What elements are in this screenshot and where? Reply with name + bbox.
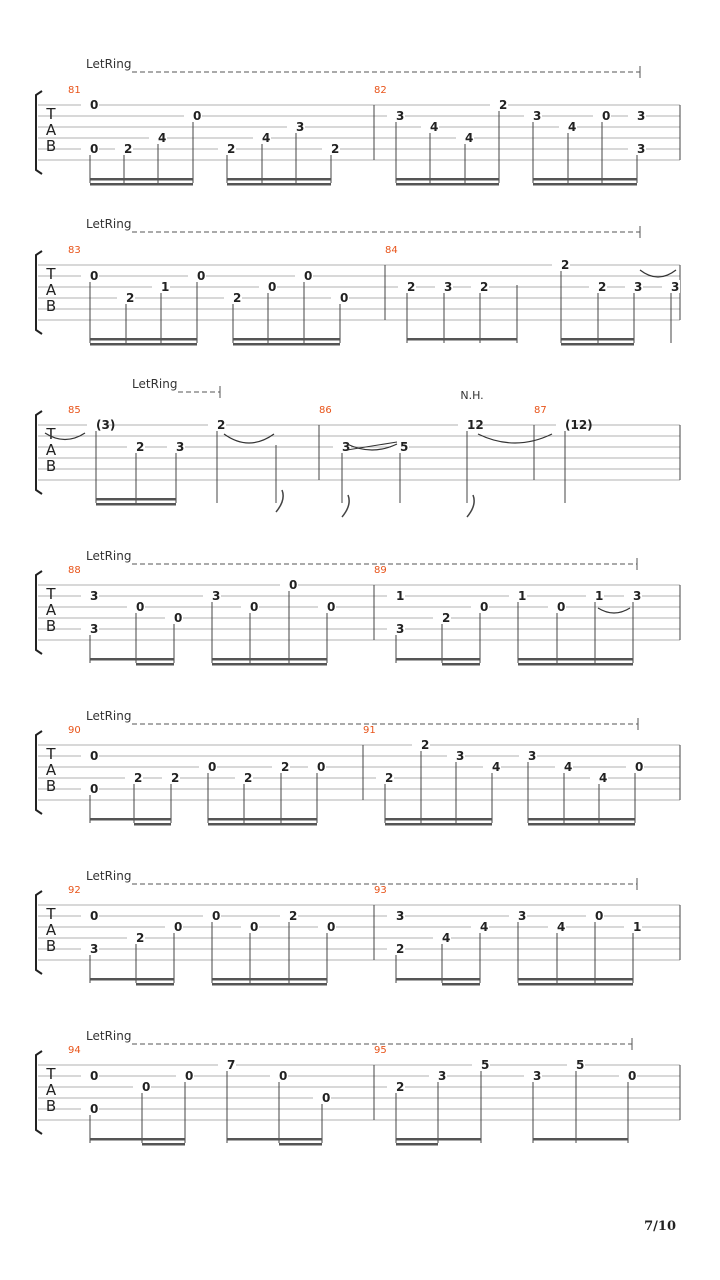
let-ring-label: LetRing (86, 549, 132, 563)
fret-number: 1 (396, 589, 405, 603)
beam (208, 823, 317, 826)
fret-number: 0 (90, 909, 99, 923)
tie-arc (224, 434, 274, 443)
system-bracket (36, 411, 42, 494)
fret-number: 0 (90, 749, 99, 763)
fret-number: 3 (438, 1069, 447, 1083)
tab-letter: B (45, 137, 57, 155)
fret-number: 0 (304, 269, 313, 283)
fret-number: 3 (296, 120, 305, 134)
beam (533, 183, 637, 186)
beam (442, 663, 480, 666)
tab-letter: B (45, 1097, 57, 1115)
fret-number: 2 (421, 738, 430, 752)
fret-number: 3 (90, 942, 99, 956)
tab-system (36, 549, 680, 666)
tab-letter: T (46, 105, 56, 123)
beam (212, 978, 327, 981)
tab-letter: A (45, 121, 57, 139)
beam (442, 983, 480, 986)
fret-number: 0 (174, 920, 183, 934)
beam (90, 183, 193, 186)
fret-number: 0 (595, 909, 604, 923)
tab-letter: A (45, 601, 57, 619)
fret-number: 3 (396, 909, 405, 923)
note-flag (342, 495, 349, 517)
fret-number: 0 (268, 280, 277, 294)
fret-number: 0 (142, 1080, 151, 1094)
let-ring-label: LetRing (86, 57, 132, 71)
fret-number: 2 (407, 280, 416, 294)
fret-number: 4 (599, 771, 608, 785)
beam (533, 1138, 628, 1141)
measure-number: 94 (68, 1045, 81, 1056)
tab-system (36, 1029, 680, 1146)
beam (396, 183, 499, 186)
note-flag (467, 495, 474, 517)
beam (396, 1143, 438, 1146)
measure-number: 82 (374, 85, 387, 96)
beam (518, 978, 633, 981)
fret-number: 0 (250, 600, 259, 614)
fret-number: 2 (331, 142, 340, 156)
fret-number: 0 (90, 269, 99, 283)
fret-number: 0 (193, 109, 202, 123)
fret-number: 3 (533, 109, 542, 123)
fret-number: 0 (480, 600, 489, 614)
fret-number: 3 (528, 749, 537, 763)
system-bracket (36, 91, 42, 174)
fret-number: 0 (557, 600, 566, 614)
beam (134, 818, 171, 821)
fret-number: 4 (492, 760, 501, 774)
fret-number: 0 (289, 578, 298, 592)
fret-number: 0 (635, 760, 644, 774)
measure-number: 83 (68, 245, 81, 256)
fret-number: 0 (90, 142, 99, 156)
beam (96, 503, 176, 506)
fret-number: 2 (598, 280, 607, 294)
beam (442, 978, 480, 981)
measure-number: 86 (319, 405, 332, 416)
tab-letter: T (46, 905, 56, 923)
fret-number: 0 (185, 1069, 194, 1083)
fret-number: 2 (396, 942, 405, 956)
beam (136, 663, 174, 666)
measure-number: 89 (374, 565, 387, 576)
fret-number: 2 (217, 418, 226, 432)
fret-number: 2 (289, 909, 298, 923)
beam (396, 178, 499, 181)
system-bracket (36, 891, 42, 974)
beam (561, 338, 634, 341)
fret-number: 2 (281, 760, 290, 774)
beam (227, 183, 331, 186)
tab-system (36, 709, 680, 826)
fret-number: 7 (227, 1058, 236, 1072)
fret-number: 3 (533, 1069, 542, 1083)
tab-system (36, 869, 680, 986)
fret-number: 2 (396, 1080, 405, 1094)
tab-letter: T (46, 745, 56, 763)
note-flag (276, 490, 283, 512)
beam (136, 983, 174, 986)
fret-number: 4 (568, 120, 577, 134)
fret-number: 3 (671, 280, 680, 294)
tab-letter: B (45, 457, 57, 475)
measure-number: 87 (534, 405, 547, 416)
measure-number: 85 (68, 405, 81, 416)
slur-arc (598, 608, 630, 613)
fret-number: 2 (126, 291, 135, 305)
beam (136, 978, 174, 981)
fret-number: 1 (161, 280, 170, 294)
fret-number: 0 (327, 920, 336, 934)
fret-number: 3 (637, 109, 646, 123)
fret-number: 2 (244, 771, 253, 785)
fret-number: 3 (396, 622, 405, 636)
fret-number: 3 (90, 589, 99, 603)
measure-number: 84 (385, 245, 398, 256)
fret-number: 0 (250, 920, 259, 934)
beam (134, 823, 171, 826)
beam (212, 983, 327, 986)
beam (208, 818, 317, 821)
fret-number: 0 (279, 1069, 288, 1083)
beam (227, 178, 331, 181)
fret-number: 1 (518, 589, 527, 603)
beam (533, 178, 637, 181)
fret-number: 0 (90, 1102, 99, 1116)
fret-number: 2 (227, 142, 236, 156)
measure-number: 88 (68, 565, 81, 576)
tab-letter: A (45, 1081, 57, 1099)
fret-number: 3 (212, 589, 221, 603)
fret-number: 0 (90, 98, 99, 112)
beam (528, 823, 635, 826)
fret-number: 4 (465, 131, 474, 145)
tab-system (36, 377, 680, 506)
fret-number: 5 (481, 1058, 490, 1072)
natural-harmonic-label: N.H. (460, 389, 484, 402)
fret-number: 0 (327, 600, 336, 614)
fret-number: 3 (518, 909, 527, 923)
fret-number: 3 (633, 589, 642, 603)
fret-number: 2 (480, 280, 489, 294)
tab-letter: B (45, 937, 57, 955)
fret-number: 4 (557, 920, 566, 934)
measure-number: 90 (68, 725, 81, 736)
fret-number: 5 (400, 440, 409, 454)
tab-letter: A (45, 921, 57, 939)
beam (90, 343, 197, 346)
fret-number: 5 (576, 1058, 585, 1072)
fret-number: (12) (565, 418, 593, 432)
tab-letter: A (45, 441, 57, 459)
tab-letter: B (45, 297, 57, 315)
fret-number: 12 (467, 418, 484, 432)
fret-number: 3 (637, 142, 646, 156)
beam (407, 338, 517, 341)
fret-number: 2 (385, 771, 394, 785)
fret-number: 3 (444, 280, 453, 294)
fret-number: 0 (602, 109, 611, 123)
beam (385, 823, 492, 826)
fret-number: 0 (90, 1069, 99, 1083)
tab-letter: T (46, 585, 56, 603)
tab-letter: T (46, 1065, 56, 1083)
fret-number: (3) (96, 418, 116, 432)
fret-number: 0 (174, 611, 183, 625)
measure-number: 81 (68, 85, 81, 96)
beam (212, 658, 327, 661)
beam (90, 338, 197, 341)
beam (233, 338, 340, 341)
fret-number: 0 (136, 600, 145, 614)
beam (396, 1138, 438, 1141)
measure-number: 91 (363, 725, 376, 736)
fret-number: 4 (262, 131, 271, 145)
fret-number: 4 (442, 931, 451, 945)
tab-system (36, 217, 680, 346)
fret-number: 0 (340, 291, 349, 305)
fret-number: 2 (561, 258, 570, 272)
measure-number: 92 (68, 885, 81, 896)
beam (442, 658, 480, 661)
slide-line (347, 442, 397, 450)
fret-number: 2 (134, 771, 143, 785)
tab-letter: T (46, 265, 56, 283)
fret-number: 2 (124, 142, 133, 156)
fret-number: 4 (480, 920, 489, 934)
let-ring-label: LetRing (86, 709, 132, 723)
fret-number: 4 (158, 131, 167, 145)
tab-letter: A (45, 281, 57, 299)
beam (385, 818, 492, 821)
fret-number: 4 (430, 120, 439, 134)
beam (212, 663, 327, 666)
let-ring-label: LetRing (86, 217, 132, 231)
fret-number: 0 (197, 269, 206, 283)
fret-number: 1 (595, 589, 604, 603)
page-number: 7/10 (644, 1219, 676, 1234)
beam (518, 663, 633, 666)
measure-number: 95 (374, 1045, 387, 1056)
beam (528, 818, 635, 821)
system-bracket (36, 251, 42, 334)
system-bracket (36, 1051, 42, 1134)
fret-number: 3 (176, 440, 185, 454)
fret-number: 2 (171, 771, 180, 785)
fret-number: 2 (233, 291, 242, 305)
fret-number: 0 (212, 909, 221, 923)
beam (279, 1143, 322, 1146)
fret-number: 0 (90, 782, 99, 796)
fret-number: 2 (136, 440, 145, 454)
beam (561, 343, 634, 346)
beam (279, 1138, 322, 1141)
let-ring-label: LetRing (86, 1029, 132, 1043)
fret-number: 3 (396, 109, 405, 123)
fret-number: 2 (136, 931, 145, 945)
tab-letter: T (46, 425, 56, 443)
fret-number: 2 (499, 98, 508, 112)
beam (142, 1143, 185, 1146)
fret-number: 4 (564, 760, 573, 774)
measure-number: 93 (374, 885, 387, 896)
fret-number: 3 (90, 622, 99, 636)
fret-number: 3 (342, 440, 351, 454)
tab-letter: A (45, 761, 57, 779)
fret-number: 2 (442, 611, 451, 625)
tab-letter: B (45, 777, 57, 795)
tab-system (36, 57, 680, 186)
beam (96, 498, 176, 501)
fret-number: 0 (628, 1069, 637, 1083)
let-ring-label: LetRing (132, 377, 178, 391)
system-bracket (36, 731, 42, 814)
let-ring-label: LetRing (86, 869, 132, 883)
beam (518, 658, 633, 661)
beam (518, 983, 633, 986)
tie-arc (478, 434, 552, 443)
fret-number: 3 (456, 749, 465, 763)
fret-number: 0 (322, 1091, 331, 1105)
beam (90, 178, 193, 181)
fret-number: 3 (634, 280, 643, 294)
beam (233, 343, 340, 346)
tab-letter: B (45, 617, 57, 635)
beam (136, 658, 174, 661)
fret-number: 0 (208, 760, 217, 774)
system-bracket (36, 571, 42, 654)
beam (142, 1138, 185, 1141)
fret-number: 0 (317, 760, 326, 774)
fret-number: 1 (633, 920, 642, 934)
